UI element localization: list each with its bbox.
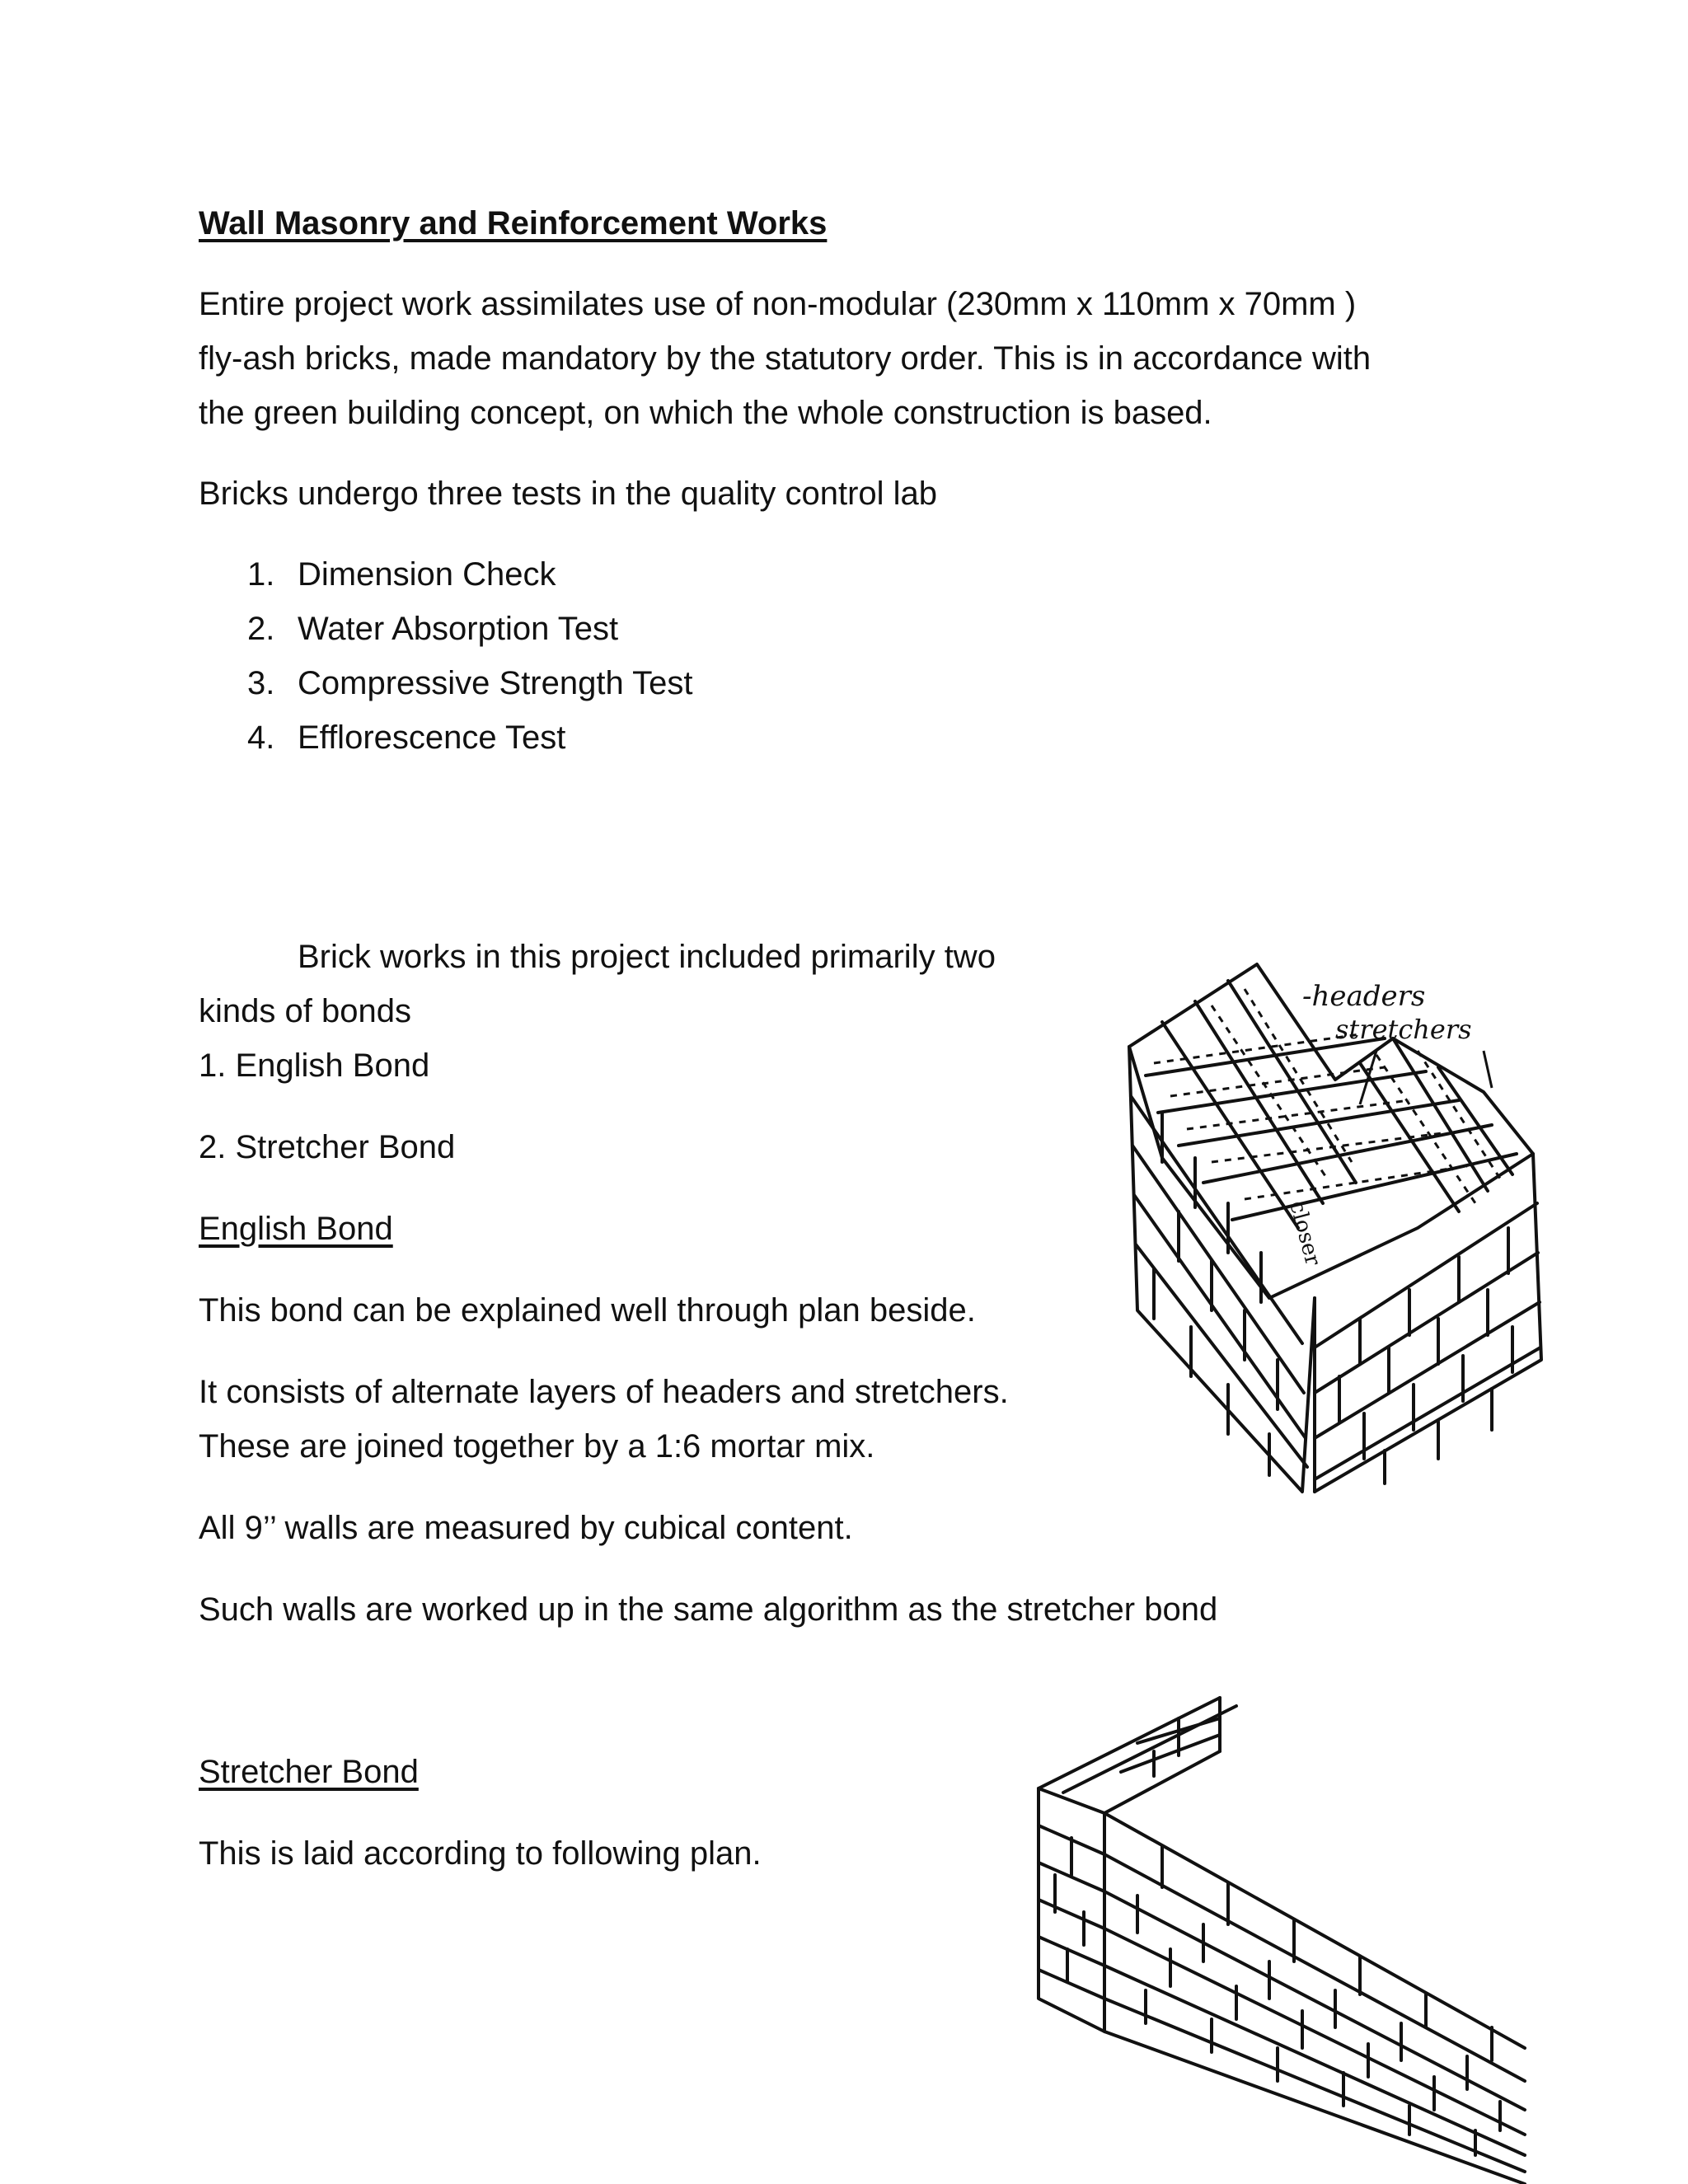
intro-line-2: fly-ash bricks, made mandatory by the statutory order. This is in accordance with bbox=[199, 340, 1372, 377]
english-bond-paragraph-4: Such walls are worked up in the same algorithm as the stretcher bond bbox=[199, 1591, 1218, 1628]
english-bond-heading: English Bond bbox=[199, 1211, 393, 1247]
stretcher-bond-paragraph-1: This is laid according to following plan. bbox=[199, 1835, 762, 1872]
intro-line-1: Entire project work assimilates use of non-modular (230mm x 110mm x 70mm ) bbox=[199, 286, 1357, 322]
page-title: Wall Masonry and Reinforcement Works bbox=[199, 205, 828, 241]
list-number: 1. bbox=[247, 556, 275, 593]
intro-line-3: the green building concept, on which the whole construction is based. bbox=[199, 395, 1212, 431]
headers-label: -headers bbox=[1302, 980, 1426, 1013]
bonds-intro-line-2: kinds of bonds bbox=[199, 993, 411, 1029]
bond-item-english: 1. English Bond bbox=[199, 1047, 430, 1084]
list-number: 3. bbox=[247, 665, 275, 701]
test-item-efflorescence: Efflorescence Test bbox=[298, 719, 566, 756]
test-item-dimension: Dimension Check bbox=[298, 556, 556, 593]
test-item-water-absorption: Water Absorption Test bbox=[298, 611, 619, 647]
english-bond-paragraph-2-line-2: These are joined together by a 1:6 mortar mix. bbox=[199, 1428, 875, 1465]
stretchers-label: stretchers bbox=[1335, 1014, 1472, 1045]
english-bond-paragraph-3: All 9’’ walls are measured by cubical content. bbox=[199, 1510, 853, 1546]
english-bond-illustration bbox=[1113, 956, 1574, 1516]
test-item-compressive-strength: Compressive Strength Test bbox=[298, 665, 693, 701]
bonds-intro-line-1: Brick works in this project included primarily two bbox=[298, 939, 996, 975]
stretcher-bond-illustration bbox=[1039, 1694, 1533, 2184]
english-bond-paragraph-2-line-1: It consists of alternate layers of headers and stretchers. bbox=[199, 1374, 1009, 1410]
stretcher-bond-heading: Stretcher Bond bbox=[199, 1754, 419, 1790]
list-number: 4. bbox=[247, 719, 275, 756]
english-bond-paragraph-1: This bond can be explained well through plan beside. bbox=[199, 1292, 976, 1329]
bond-item-stretcher: 2. Stretcher Bond bbox=[199, 1129, 456, 1165]
list-number: 2. bbox=[247, 611, 275, 647]
closer-label: closer bbox=[1284, 1198, 1325, 1268]
tests-intro: Bricks undergo three tests in the quality control lab bbox=[199, 476, 938, 512]
